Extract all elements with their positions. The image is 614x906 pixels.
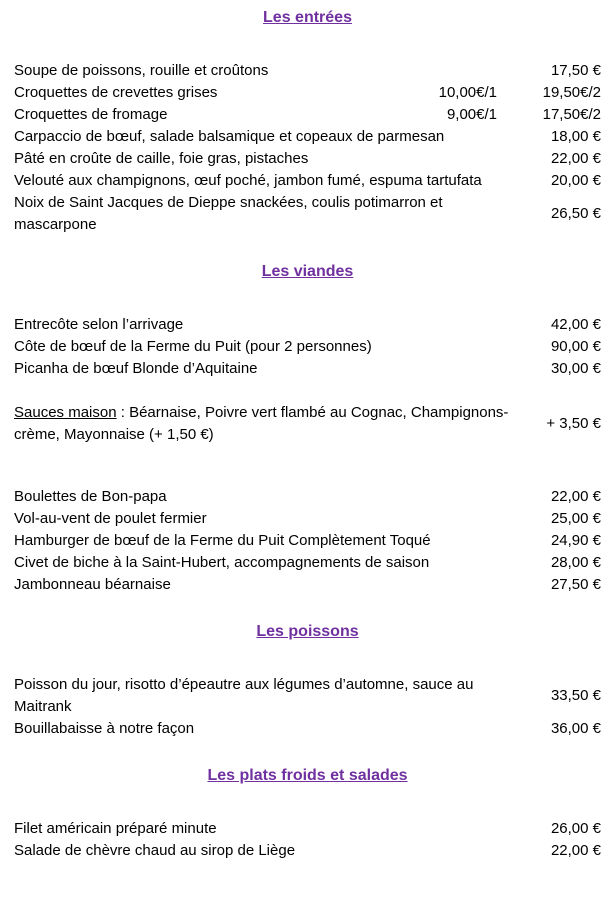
item-name <box>14 402 517 446</box>
item-price: 17,50 € <box>550 62 601 79</box>
item-name: Croquettes de fromage <box>14 106 168 123</box>
item-name: Soupe de poissons, rouille et croûtons <box>14 62 269 79</box>
item-name: Picanha de bœuf Blonde d’Aquitaine <box>14 360 258 377</box>
menu-item <box>14 104 601 126</box>
section-title: Les poissons <box>256 623 359 640</box>
item-name: Vol-au-vent de poulet fermier <box>14 510 207 527</box>
item-price: 30,00 € <box>550 360 601 377</box>
item-price: 90,00 € <box>550 338 601 355</box>
item-name: Carpaccio de bœuf, salade balsamique et copeaux de parmesan <box>14 128 445 145</box>
menu-item <box>14 336 601 358</box>
menu-section <box>14 620 601 740</box>
item-price: 27,50 € <box>550 576 601 593</box>
item-name: Noix de Saint Jacques de Dieppe snackées, coulis potimarron et mascarpone <box>14 194 443 233</box>
item-name: Salade de chèvre chaud au sirop de Liège <box>14 842 296 859</box>
menu-item <box>14 574 601 596</box>
menu-item <box>14 314 601 336</box>
item-name: Hamburger de bœuf de la Ferme du Puit Complètement Toqué <box>14 532 431 549</box>
menu-group <box>14 402 601 446</box>
menu-item <box>14 82 601 104</box>
menu-group <box>14 60 601 236</box>
item-price: 22,00 € <box>550 842 601 859</box>
menu-item <box>14 718 601 740</box>
menu-item <box>14 126 601 148</box>
item-price: 26,50 € <box>550 205 601 222</box>
item-price: 24,90 € <box>550 532 601 549</box>
item-name: Poisson du jour, risotto d’épeautre aux légumes d’automne, sauce au Maitrank <box>14 676 474 715</box>
menu-item <box>14 818 601 840</box>
item-name: Croquettes de crevettes grises <box>14 84 218 101</box>
item-price: 22,00 € <box>550 488 601 505</box>
item-price: 26,00 € <box>550 820 601 837</box>
menu-item <box>14 508 601 530</box>
item-price: 28,00 € <box>550 554 601 571</box>
menu-item <box>14 192 601 236</box>
item-price: 18,00 € <box>550 128 601 145</box>
menu-item <box>14 840 601 862</box>
section-title: Les plats froids et salades <box>207 767 408 784</box>
item-name: Jambonneau béarnaise <box>14 576 171 593</box>
item-price: 36,00 € <box>550 720 601 737</box>
item-price: 42,00 € <box>550 316 601 333</box>
menu-item <box>14 170 601 192</box>
item-unit-price: 10,00€/1 <box>438 84 497 101</box>
menu-item <box>14 552 601 574</box>
menu-section <box>14 6 601 236</box>
menu-item <box>14 402 601 446</box>
menu-item <box>14 358 601 380</box>
menu-item <box>14 674 601 718</box>
menu-group <box>14 818 601 862</box>
section-title: Les entrées <box>263 9 352 26</box>
item-name: Filet américain préparé minute <box>14 820 217 837</box>
item-name: Entrecôte selon l’arrivage <box>14 316 184 333</box>
item-unit-price: 9,00€/1 <box>446 106 497 123</box>
item-price: 17,50€/2 <box>542 106 601 123</box>
item-name: Velouté aux champignons, œuf poché, jambon fumé, espuma tartufata <box>14 172 482 189</box>
menu-item <box>14 60 601 82</box>
item-name: Boulettes de Bon-papa <box>14 488 167 505</box>
item-name: Bouillabaisse à notre façon <box>14 720 195 737</box>
item-price: + 3,50 € <box>546 415 601 432</box>
item-price: 33,50 € <box>550 687 601 704</box>
menu-item <box>14 148 601 170</box>
section-title: Les viandes <box>261 263 354 280</box>
item-price: 20,00 € <box>550 172 601 189</box>
menu-group <box>14 314 601 380</box>
menu-group <box>14 674 601 740</box>
item-price: 19,50€/2 <box>542 84 601 101</box>
item-price: 22,00 € <box>550 150 601 167</box>
item-name: Civet de biche à la Saint-Hubert, accompagnements de saison <box>14 554 430 571</box>
item-name-rest: : Béarnaise, Poivre vert flambé au Cognac, Champignons-crème, Mayonnaise (+ 1,50 €) <box>14 404 509 443</box>
menu-section <box>14 260 601 596</box>
item-price: 25,00 € <box>550 510 601 527</box>
item-name-prefix: Sauces maison <box>14 404 117 421</box>
item-name: Côte de bœuf de la Ferme du Puit (pour 2 personnes) <box>14 338 372 355</box>
menu-item <box>14 486 601 508</box>
menu-item <box>14 530 601 552</box>
menu-group <box>14 486 601 596</box>
item-name: Pâté en croûte de caille, foie gras, pistaches <box>14 150 309 167</box>
menu-section <box>14 764 601 862</box>
